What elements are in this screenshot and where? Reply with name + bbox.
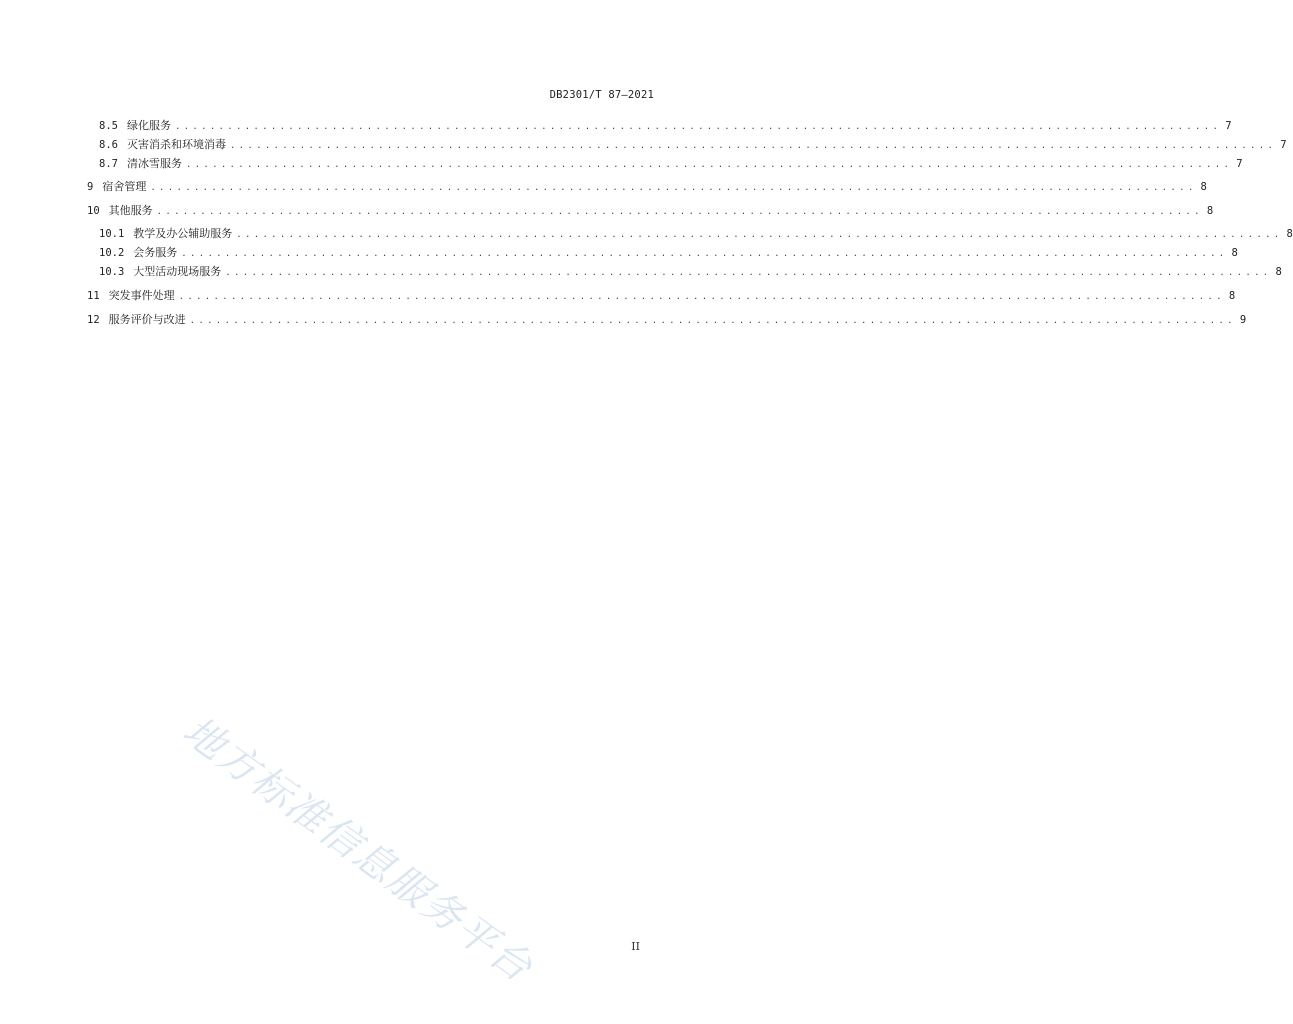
- toc-entry-page: 8: [1228, 290, 1236, 302]
- toc-leader-dots: ........................................................................................................................: [229, 141, 1277, 151]
- toc-leader-dots: ........................................................................................................................: [150, 183, 1197, 193]
- toc-entry-number: 10.3: [99, 266, 125, 278]
- toc-entry[interactable]: [87, 313, 1247, 327]
- toc-entry-page: 7: [1225, 120, 1232, 132]
- toc-entry-page: 7: [1280, 139, 1287, 151]
- toc-leader-dots: ........................................................................................................................: [225, 268, 1272, 278]
- toc-entry-title: 宿舍管理: [102, 180, 147, 193]
- toc-entry-page: 8: [1286, 228, 1293, 240]
- toc-entry-title: 绿化服务: [126, 119, 171, 132]
- toc-entry-page: 7: [1236, 158, 1243, 170]
- toc-entry[interactable]: [99, 246, 1238, 260]
- toc-entry-page: 8: [1275, 266, 1282, 278]
- toc-entry[interactable]: [87, 204, 1214, 218]
- toc-leader-dots: ........................................................................................................................: [181, 249, 1228, 259]
- watermark: 地方标准信息服务平台: [174, 707, 542, 992]
- toc-entry-title: 教学及办公辅助服务: [133, 227, 233, 240]
- toc-entry-title: 会务服务: [133, 246, 178, 259]
- toc-leader-dots: ........................................................................................................................: [156, 207, 1203, 217]
- toc-entry[interactable]: [99, 119, 1232, 133]
- toc-entry-number: 8.6: [99, 139, 118, 151]
- document-code: DB2301/T 87—2021: [549, 89, 654, 101]
- toc-entry-number: 12: [87, 314, 100, 326]
- toc-entry-number: 8.7: [99, 158, 118, 170]
- toc-entry[interactable]: [99, 138, 1287, 152]
- toc-entry-title: 其他服务: [108, 204, 153, 217]
- toc-entry-number: 8.5: [99, 120, 118, 132]
- toc-entry-page: 8: [1200, 181, 1207, 193]
- page-number: II: [631, 940, 640, 953]
- toc-entry[interactable]: [87, 180, 1207, 194]
- toc-leader-dots: ........................................................................................................................: [236, 230, 1283, 240]
- toc-leader-dots: ........................................................................................................................: [185, 160, 1233, 170]
- toc-entry[interactable]: [99, 227, 1293, 241]
- toc-entry-number: 9: [87, 181, 94, 193]
- toc-entry[interactable]: [99, 157, 1243, 171]
- toc-entry-number: 10.1: [99, 228, 125, 240]
- toc-entry-number: 10.2: [99, 247, 125, 259]
- toc-entry[interactable]: [87, 289, 1236, 303]
- toc-leader-dots: ........................................................................................................................: [178, 292, 1225, 302]
- toc-entry-title: 灭害消杀和环境消毒: [126, 138, 226, 151]
- toc-entry-page: 8: [1231, 247, 1238, 259]
- toc-entry[interactable]: [99, 265, 1282, 279]
- toc-entry-title: 服务评价与改进: [108, 313, 186, 326]
- toc-entry-title: 大型活动现场服务: [133, 265, 222, 278]
- toc-entry-page: 9: [1239, 314, 1247, 326]
- toc-leader-dots: ........................................................................................................................: [174, 122, 1222, 132]
- toc-leader-dots: ........................................................................................................................: [189, 316, 1236, 326]
- toc-entry-number: 11: [87, 290, 100, 302]
- toc-entry-title: 清冰雪服务: [126, 157, 182, 170]
- toc-entry-number: 10: [87, 205, 100, 217]
- toc-entry-page: 8: [1206, 205, 1214, 217]
- toc-entry-title: 突发事件处理: [108, 289, 175, 302]
